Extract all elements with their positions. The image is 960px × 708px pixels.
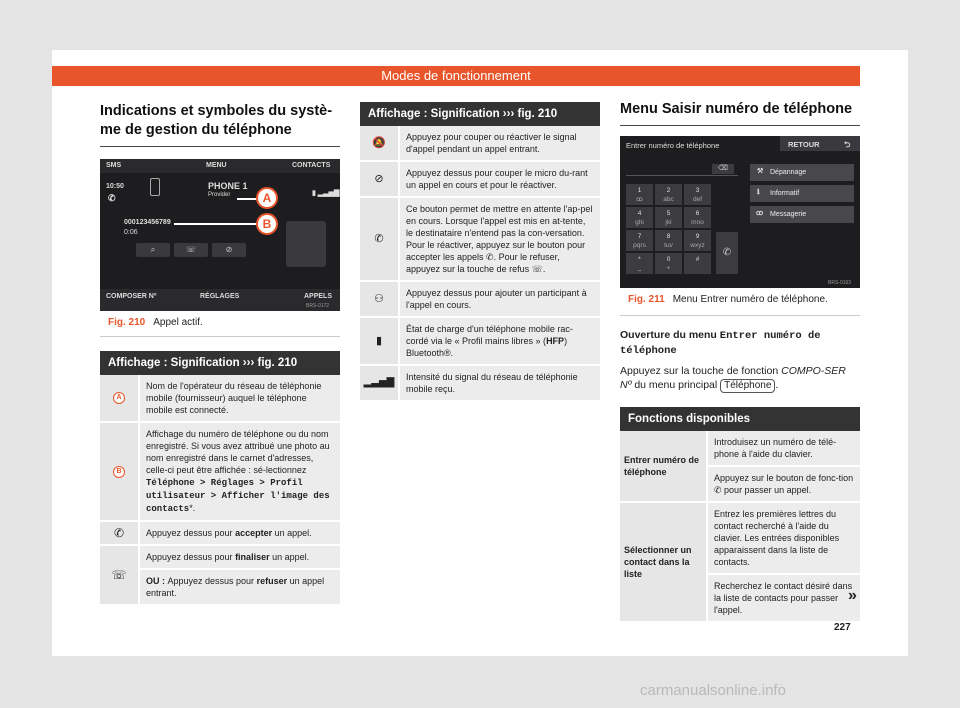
provider-name: Provider (208, 192, 231, 198)
figure-caption: Fig. 210 Appel actif. (100, 311, 340, 337)
table-row: ✆ Appuyez dessus pour accepter un appel. (100, 522, 340, 546)
table-row: A Nom de l'opérateur du réseau de téléphonie mobile (fournisseur) auquel le téléphone mobile est connecté. (100, 375, 340, 423)
symbols-table-2 (360, 102, 600, 402)
add-participant-icon: ⚇ (360, 282, 398, 316)
contact-photo (286, 221, 326, 267)
functions-table (620, 407, 860, 623)
clock: 10:50 (106, 183, 124, 190)
menu-button: MENU (206, 162, 227, 169)
section-header: Modes de fonctionnement (52, 66, 860, 86)
end-call-icon: ☏ (531, 264, 543, 274)
dialpad-key: 3 def (684, 184, 711, 205)
back-arrow-icon: ⮌ (844, 140, 851, 149)
label-b-badge: B (113, 466, 125, 478)
informatif-button: Informatif (750, 185, 854, 202)
dialpad-key: 7 pqrs (626, 230, 653, 251)
appels-button: APPELS (304, 293, 333, 300)
label-b: B (256, 213, 278, 235)
figure-code: BRS-0172 (306, 303, 330, 309)
call-icon: ✆ (714, 485, 722, 495)
dialpad-key: 4 ghi (626, 207, 653, 228)
instruction-paragraph: Appuyez sur la touche de fonction COMPO-SER Nº du menu principal Téléphone . (620, 365, 846, 391)
reglages-button: RÉGLAGES (200, 293, 240, 300)
call-duration: 0:06 (124, 229, 138, 236)
mobile-icon (150, 178, 160, 196)
signal-icon: ▮ ▂▃▅▇ (312, 190, 340, 197)
composer-button: COMPOSER Nº (106, 293, 157, 300)
column-1 (100, 102, 340, 606)
hold-call-icon: ✆ (360, 198, 398, 280)
mute-icon: ⊘ (212, 243, 246, 257)
table-row: ▂▃▅▇ Intensité du signal du réseau de téléphonie mobile reçu. (360, 366, 600, 402)
column-2 (360, 102, 600, 402)
title-rule (100, 146, 340, 147)
dialpad-key: 1 ꝏ (626, 184, 653, 205)
table-header: Fonctions disponibles (620, 407, 860, 431)
dialpad-key: 0 + (655, 253, 682, 274)
screen-title: Entrer numéro de téléphone (626, 141, 720, 150)
table-row: ☏ Appuyez dessus pour finaliser un appel. OU : Appuyez dessus pour refuser un appel entrant. (100, 546, 340, 606)
section-title: Indications et symboles du systè- me de gestion du téléphone (100, 103, 333, 138)
backspace-icon: ⌫ (712, 164, 734, 174)
telephone-key: Téléphone (720, 379, 775, 393)
figure-code: BRS-0163 (828, 280, 852, 286)
end-call-icon: ☏ (174, 243, 208, 257)
dialpad-screen-figure (620, 136, 860, 288)
dialpad-key: 9 wxyz (684, 230, 711, 251)
voicemail-icon: ꝏ (756, 210, 764, 217)
contacts-button: CONTACTS (292, 162, 331, 169)
battery-icon: ▮ (360, 318, 398, 364)
messagerie-button: Messagerie (750, 206, 854, 223)
table-row: ⊘ Appuyez dessus pour couper le micro du-rant un appel en cours et pour le réactiver. (360, 162, 600, 198)
table-row: B Affichage du numéro de téléphone ou du nom enregistré. Si vous avez attribué une photo au nom enregistré dans le carnet d'adresses, celle-ci peut être affichée : sé-lectionnez Téléphone > Réglages > Profil utilisateur > Afficher l'image des contacts*. (100, 423, 340, 522)
continue-marker: » (848, 587, 857, 604)
dialpad-key: 2 abc (655, 184, 682, 205)
title-rule (620, 125, 860, 126)
column-3 (620, 100, 860, 623)
accept-call-icon: ✆ (486, 252, 494, 262)
dialpad-key: # (684, 253, 711, 274)
table-header: Affichage : Signification ››› fig. 210 (100, 351, 340, 375)
sms-button: SMS (106, 162, 122, 169)
subsection-title: Ouverture du menu Entrer numéro de téléphone (620, 329, 821, 357)
phone-name: PHONE 1 (208, 181, 248, 191)
bell-off-icon: 🔕 (360, 126, 398, 160)
table-row: ✆ Ce bouton permet de mettre en attente l'ap-pel en cours. Lorsque l'appel est mis en at-tente, le destinataire n'entend pas la con-versation. Pour le réactiver, appuyez sur le bouton pour accepter les appels ✆. Pour le refuser, appuyez sur la touche de refus ☏. (360, 198, 600, 282)
dialpad-key: 5 jkl (655, 207, 682, 228)
retour-button: RETOUR (788, 140, 820, 149)
depannage-button: Dépannage (750, 164, 854, 181)
table-row: ⚇ Appuyez dessus pour ajouter un participant à l'appel en cours. (360, 282, 600, 318)
figure-caption: Fig. 211 Menu Entrer numéro de téléphone. (620, 288, 860, 316)
tools-icon: ⚒ (757, 168, 764, 175)
table-row: ▮ État de charge d'un téléphone mobile rac-cordé via le « Profil mains libres » (HFP) Bluetooth®. (360, 318, 600, 366)
table-row: Entrer numéro de téléphone Introduisez un numéro de télé-phone à l'aide du clavier. Appuyez sur le bouton de fonc-tion ✆ pour passer un appel. (620, 431, 860, 503)
mic-off-icon: ⊘ (360, 162, 398, 196)
table-header: Affichage : Signification ››› fig. 210 (360, 102, 600, 126)
table-row: 🔕 Appuyez pour couper ou réactiver le signal d'appel pendant un appel entrant. (360, 126, 600, 162)
hold-icon: ⌕ (136, 243, 170, 257)
page-number: 227 (834, 622, 851, 633)
end-call-icon: ☏ (100, 546, 138, 604)
watermark: carmanualsonline.info (640, 682, 786, 699)
section-title: Menu Saisir numéro de téléphone (620, 101, 853, 117)
phone-icon: ✆ (108, 193, 116, 203)
phone-screen-figure (100, 159, 340, 311)
symbols-table-1 (100, 351, 340, 606)
dialpad-key: 6 mno (684, 207, 711, 228)
dialpad-key: * ⎵ (626, 253, 653, 274)
label-a-badge: A (113, 392, 125, 404)
call-button-icon: ✆ (716, 232, 738, 274)
dialpad-key: 8 tuv (655, 230, 682, 251)
accept-call-icon: ✆ (100, 522, 138, 544)
signal-strength-icon: ▂▃▅▇ (360, 366, 398, 400)
info-icon: ℹ (757, 189, 760, 196)
label-a: A (256, 187, 278, 209)
table-row: Sélectionner un contact dans la liste Entrez les premières lettres du contact recherché à l'aide du clavier. Les entrées disponibles apparaissent dans la liste de contacts. Recherchez le contact désiré dans la liste de contacts pour passer l'appel. (620, 503, 860, 623)
call-number: 000123456789 (124, 219, 171, 226)
